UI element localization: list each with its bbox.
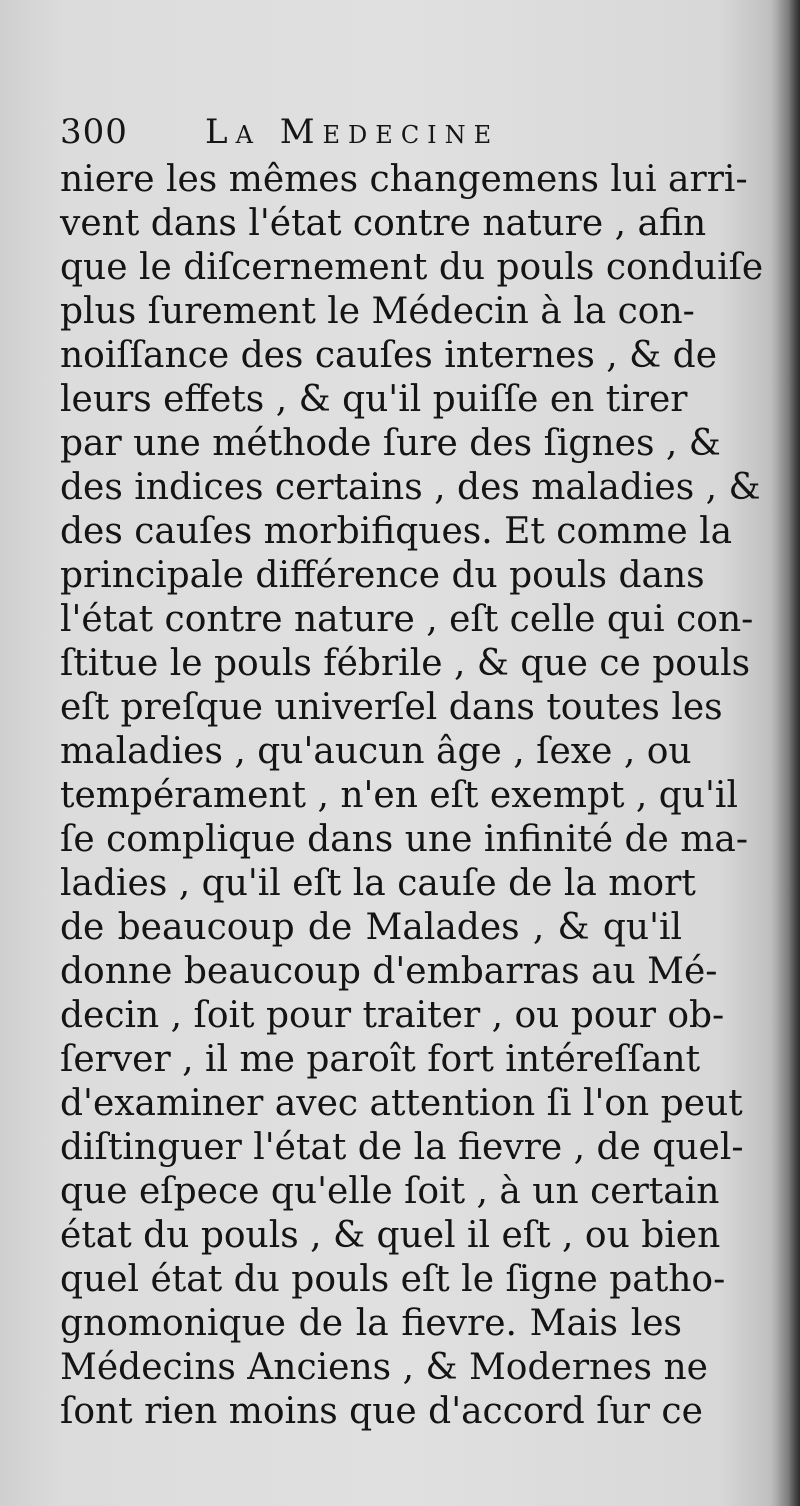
text-line: que le diſcernement du pouls conduiſe bbox=[60, 247, 764, 288]
text-line: eſt preſque univerſel dans toutes les bbox=[60, 687, 723, 728]
text-line: de beaucoup de Malades , & qu'il bbox=[60, 907, 682, 948]
text-line: ſont rien moins que d'accord ſur ce bbox=[60, 1391, 703, 1432]
text-line: l'état contre nature , eſt celle qui con- bbox=[60, 599, 754, 640]
running-title: La Medecine bbox=[205, 112, 500, 152]
text-line: niere les mêmes changemens lui arri- bbox=[60, 159, 748, 200]
text-line: par une méthode ſure des ſignes , & bbox=[60, 423, 721, 464]
text-line: leurs effets , & qu'il puiſſe en tirer bbox=[60, 379, 688, 420]
text-line: vent dans l'état contre nature , afin bbox=[60, 203, 707, 244]
text-line: d'examiner avec attention ſi l'on peut bbox=[60, 1083, 743, 1124]
text-line: ſe complique dans une infinité de ma- bbox=[60, 819, 749, 860]
text-line: que eſpece qu'elle ſoit , à un certain bbox=[60, 1171, 720, 1212]
text-line: gnomonique de la fievre. Mais les bbox=[60, 1303, 682, 1344]
text-line: quel état du pouls eſt le ſigne patho- bbox=[60, 1259, 726, 1300]
text-line: des indices certains , des maladies , & bbox=[60, 467, 761, 508]
text-line: diſtinguer l'état de la fievre , de quel- bbox=[60, 1127, 744, 1168]
text-line: état du pouls , & quel il eſt , ou bien bbox=[60, 1215, 721, 1256]
text-line: donne beaucoup d'embarras au Mé- bbox=[60, 951, 718, 992]
text-line: ſerver , il me paroît fort intéreſſant bbox=[60, 1039, 701, 1080]
text-line: plus ſurement le Médecin à la con- bbox=[60, 291, 695, 332]
page-header bbox=[60, 112, 680, 162]
text-line: tempérament , n'en eſt exempt , qu'il bbox=[60, 775, 738, 816]
text-line: principale différence du pouls dans bbox=[60, 555, 705, 596]
text-line: Médecins Anciens , & Modernes ne bbox=[60, 1347, 708, 1388]
text-line: ladies , qu'il eſt la cauſe de la mort bbox=[60, 863, 696, 904]
body-text bbox=[60, 158, 764, 1434]
page-edge-shadow bbox=[770, 0, 800, 1506]
text-line: ſtitue le pouls fébrile , & que ce pouls bbox=[60, 643, 751, 684]
page-number: 300 bbox=[60, 112, 128, 152]
text-line: noiſſance des cauſes internes , & de bbox=[60, 335, 718, 376]
text-line: decin , ſoit pour traiter , ou pour ob- bbox=[60, 995, 725, 1036]
text-line: des cauſes morbifiques. Et comme la bbox=[60, 511, 733, 552]
text-line: maladies , qu'aucun âge , ſexe , ou bbox=[60, 731, 692, 772]
